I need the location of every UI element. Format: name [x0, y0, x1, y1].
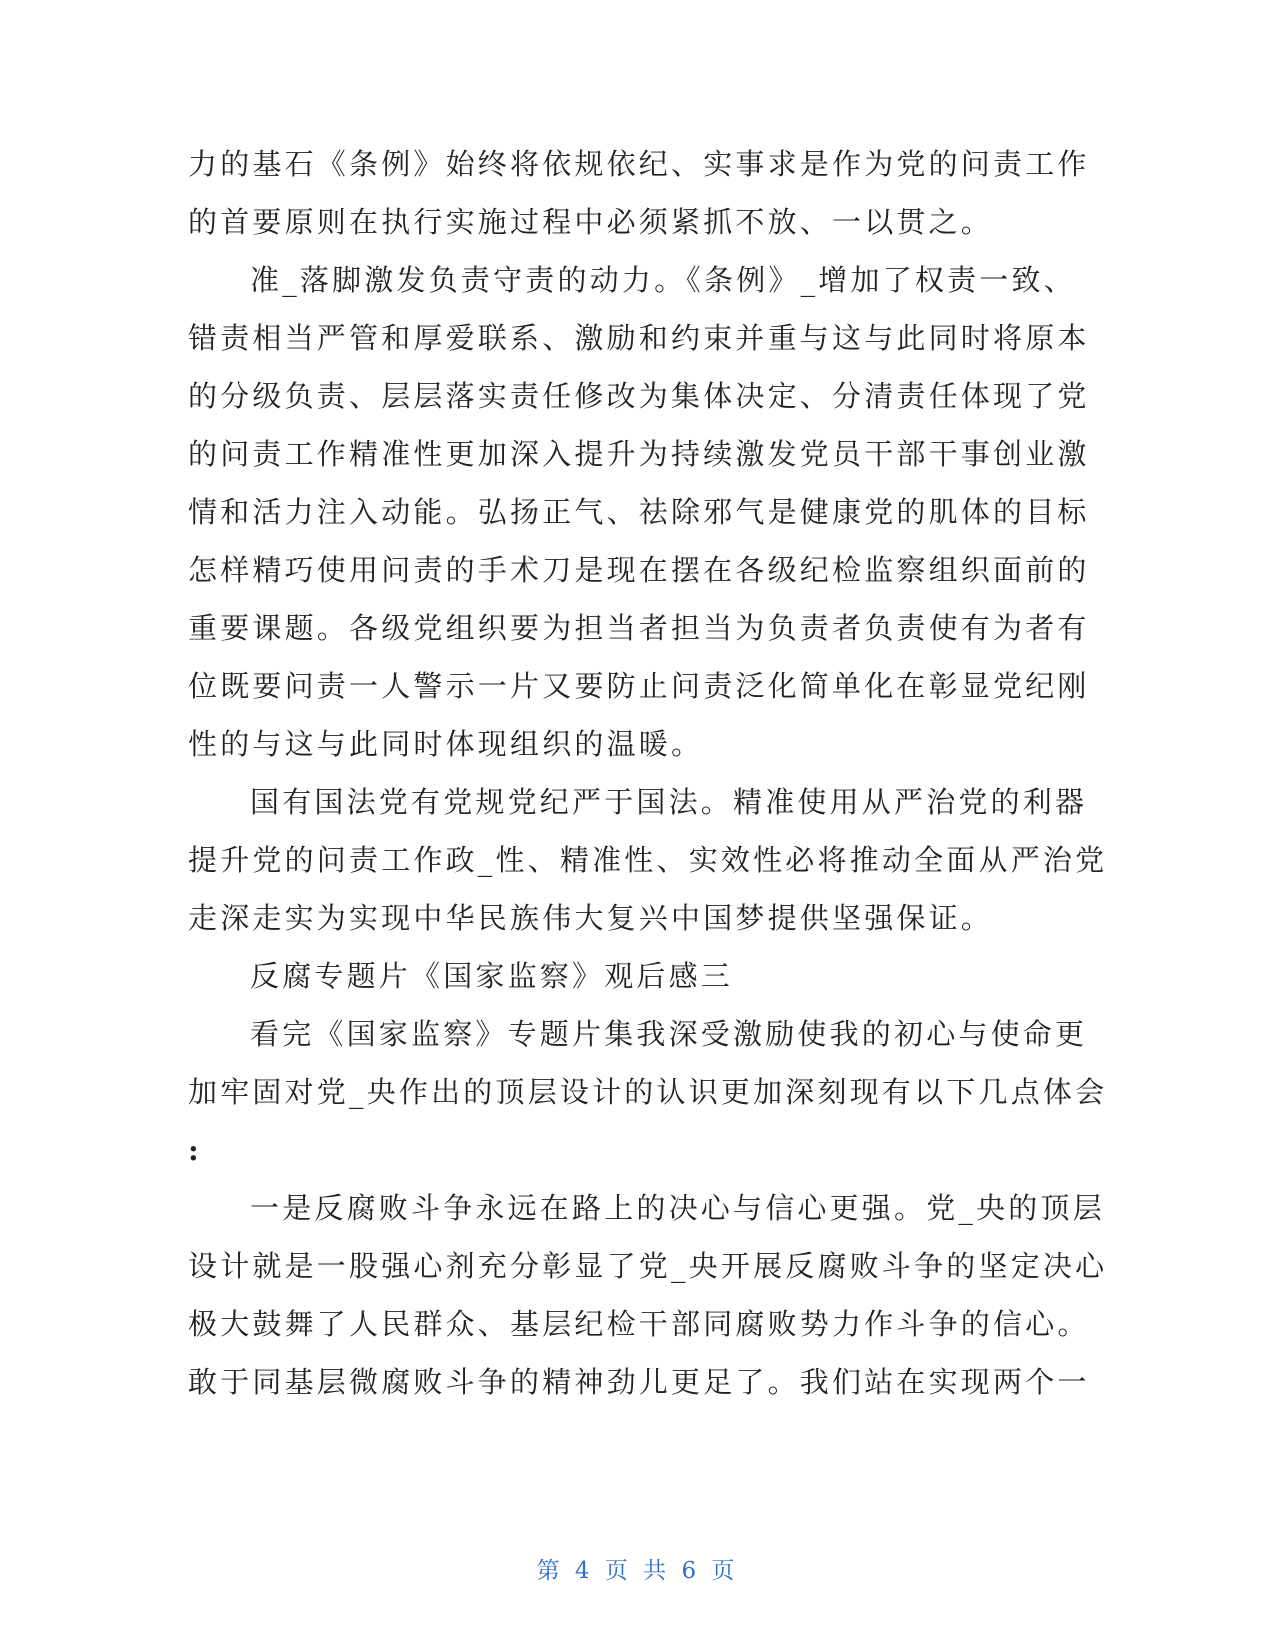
text-line: 极大鼓舞了人民群众、基层纪检干部同腐败势力作斗争的信心。: [188, 1307, 1090, 1341]
text-line: 的问责工作精准性更加深入提升为持续激发党员干部干事创业激: [188, 437, 1090, 471]
text-line: 重要课题。各级党组织要为担当者担当为负责者负责使有为者有: [188, 611, 1090, 645]
text-line: 国有国法党有党规党纪严于国法。精准使用从严治党的利器: [250, 785, 1088, 819]
text-line: 的分级负责、层层落实责任修改为集体决定、分清责任体现了党: [188, 379, 1090, 413]
text-line: 怎样精巧使用问责的手术刀是现在摆在各级纪检监察组织面前的: [188, 553, 1090, 587]
text-line: 加牢固对党_央作出的顶层设计的认识更加深刻现有以下几点体会: [188, 1075, 1108, 1109]
text-line: 位既要问责一人警示一片又要防止问责泛化简单化在彰显党纪刚: [188, 669, 1090, 703]
text-line: 设计就是一股强心剂充分彰显了党_央开展反腐败斗争的坚定决心: [188, 1249, 1108, 1283]
text-line: 的首要原则在执行实施过程中必须紧抓不放、一以贯之。: [188, 205, 994, 239]
text-line: 情和活力注入动能。弘扬正气、祛除邪气是健康党的肌体的目标: [188, 495, 1090, 529]
text-line: 看完《国家监察》专题片集我深受激励使我的初心与使命更: [250, 1017, 1088, 1051]
text-line: 性的与这与此同时体现组织的温暖。: [188, 727, 704, 761]
section-heading: 反腐专题片《国家监察》观后感三: [250, 959, 734, 993]
text-line: 一是反腐败斗争永远在路上的决心与信心更强。党_央的顶层: [250, 1191, 1105, 1225]
text-line: 敢于同基层微腐败斗争的精神劲儿更足了。我们站在实现两个一: [188, 1365, 1090, 1399]
page-number-footer: 第 4 页 共 6 页: [536, 1558, 739, 1584]
text-line: 走深走实为实现中华民族伟大复兴中国梦提供坚强保证。: [188, 901, 994, 935]
text-line: :: [188, 1133, 202, 1167]
text-line: 提升党的问责工作政_性、精准性、实效性必将推动全面从严治党: [188, 843, 1108, 877]
text-line: 错责相当严管和厚爱联系、激励和约束并重与这与此同时将原本: [188, 321, 1090, 355]
text-line: 准_落脚激发负责守责的动力。《条例》_增加了权责一致、: [250, 263, 1076, 297]
text-line: 力的基石《条例》始终将依规依纪、实事求是作为党的问责工作: [188, 147, 1090, 181]
